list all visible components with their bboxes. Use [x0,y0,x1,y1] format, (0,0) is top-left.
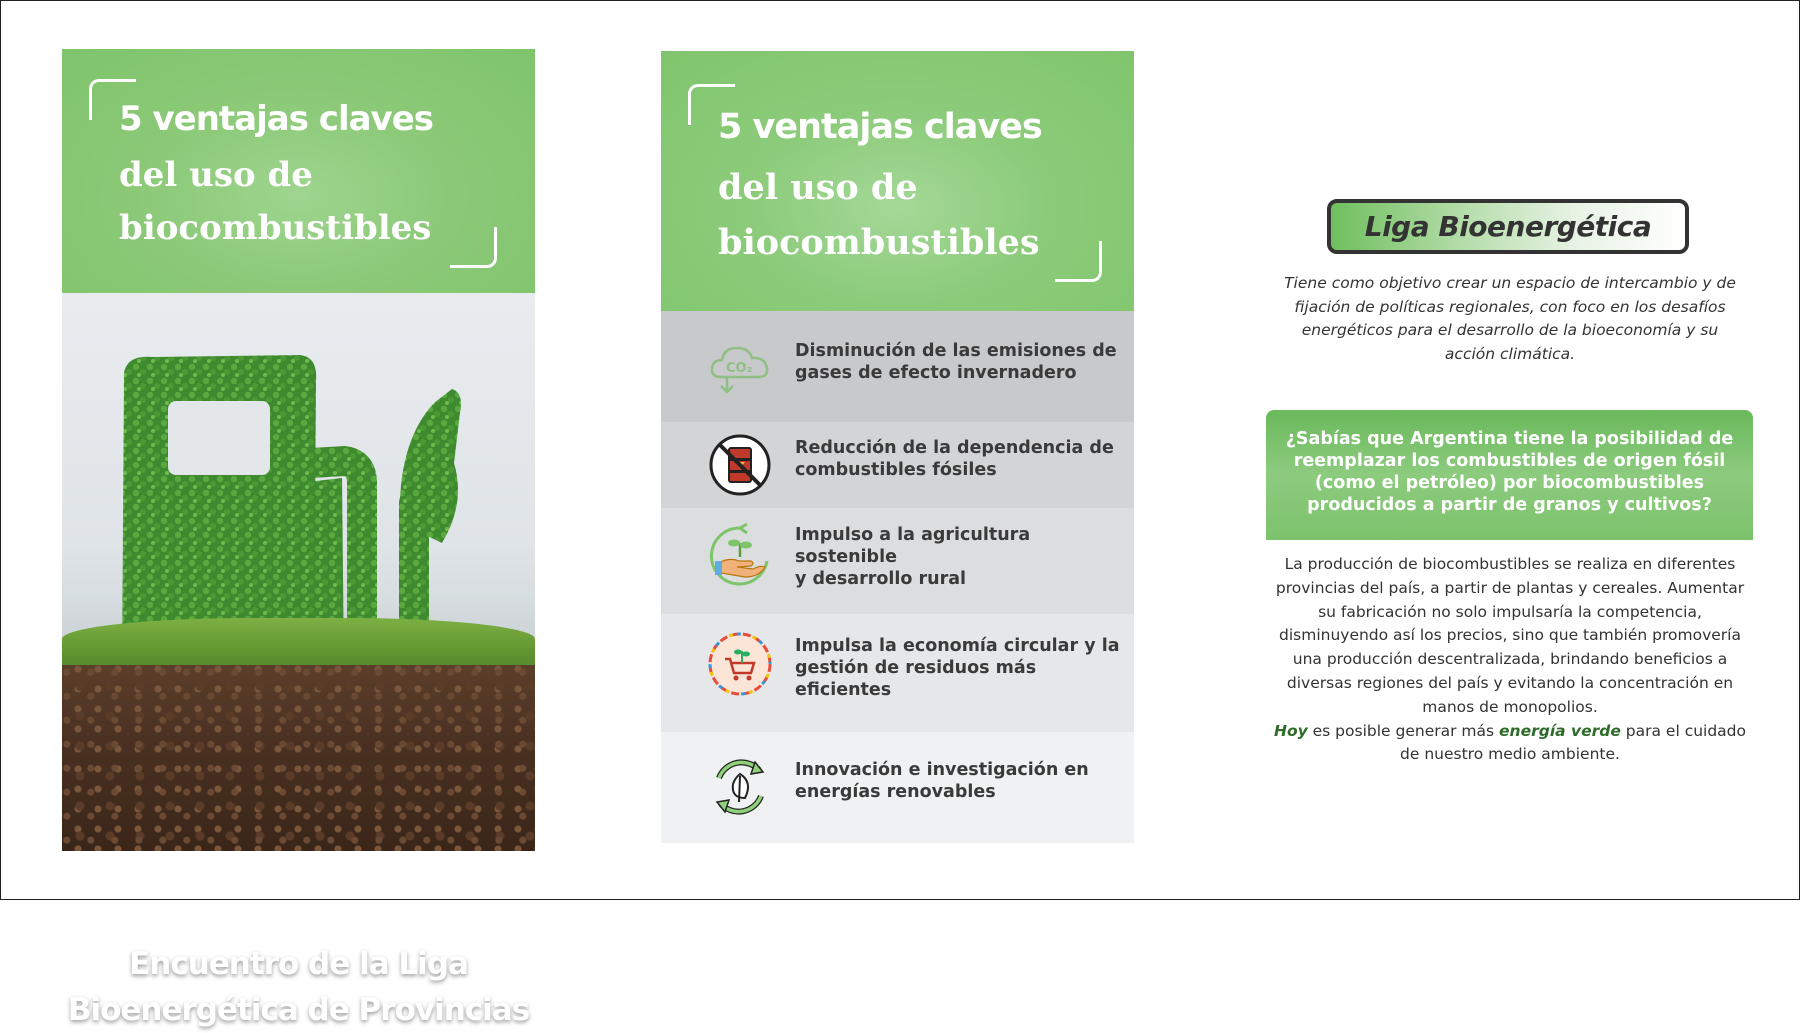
no-fuel-barrel-icon [707,432,773,498]
svg-text:CO₂: CO₂ [726,361,753,376]
cover-header [62,49,535,293]
benefits-title-line1: 5 ventajas claves [718,107,1042,147]
benefit-line2: energías renovables [795,782,996,802]
benefits-header [661,51,1134,311]
benefit-item [661,422,1134,508]
recycle-cart-icon [707,631,773,697]
moss-fuel-pump-image [62,293,535,1028]
leaf-cycle-icon [707,754,773,820]
benefit-line2: combustibles fósiles [795,460,997,480]
benefit-line2: gestión de residuos más eficientes [795,658,1037,700]
soil-layer [62,665,535,851]
benefit-line2: gases de efecto invernadero [795,363,1077,383]
cover-caption [62,941,535,1033]
benefit-line1: Reducción de la dependencia de [795,438,1114,458]
liga-title-badge [1327,199,1689,254]
benefit-text [795,635,1125,701]
cover-panel [62,49,535,1028]
hoy-highlight: Hoy [1273,721,1308,740]
body-end-text: para el cuidado de nuestro medio ambiente. [1400,721,1747,764]
benefits-panel [661,51,1134,843]
benefits-title-line2: del uso de [718,167,918,208]
cover-caption-line2: Bioenergética de Provincias [67,992,530,1028]
cover-title-line1: 5 ventajas claves [119,99,434,139]
liga-name: Liga Bioenergética [1364,210,1652,243]
energia-verde-highlight: energía verde [1499,721,1621,740]
body-mid-text: es posible generar más [1307,721,1500,740]
benefit-text [795,759,1125,803]
benefit-line1: Innovación e investigación en [795,760,1089,780]
question-box [1266,410,1753,540]
cover-caption-line1: Encuentro de la Liga [129,946,468,982]
cover-title-line3: biocombustibles [119,208,432,248]
benefits-title-line3: biocombustibles [718,222,1040,263]
corner-bracket-bottom-right [450,227,497,268]
cover-title-line2: del uso de [119,155,313,195]
benefit-line1: Impulso a la agricultura sostenible [795,525,1031,567]
body-paragraph [1268,553,1752,767]
benefit-item [661,311,1134,422]
benefit-line2: y desarrollo rural [795,569,967,589]
plant-hand-icon [707,523,773,589]
liga-description: Tiene como objetivo crear un espacio de intercambio y de fijación de políticas regionales, con foco en los desafíos energéticos para el desarrollo de la bioeconomía y su acción climática. [1284,274,1736,363]
question-text: ¿Sabías que Argentina tiene la posibilidad de reemplazar los combustibles de origen fósil (como el petróleo) por biocombustibles producidos a partir de granos y cultivos? [1285,429,1734,515]
corner-bracket-bottom-right [1055,241,1102,282]
benefit-item [661,614,1134,732]
benefit-line1: Disminución de las emisiones de [795,341,1117,361]
body-main-text: La producción de biocombustibles se realiza en diferentes provincias del país, a partir de plantas y cereales. Aumentar su fabricación no solo impulsaría la competencia, disminuyendo así los precios, sino que también promovería una producción descentralizada, brindando beneficios a diversas regiones del país y evitando la concentración en manos de monopolios. [1275,555,1745,716]
co2-cloud-icon [707,335,773,401]
benefit-text [795,340,1125,384]
benefit-text [795,524,1125,590]
benefit-text [795,437,1125,481]
benefit-item [661,732,1134,843]
benefit-item [661,508,1134,614]
benefit-line1: Impulsa la economía circular y la [795,636,1120,656]
